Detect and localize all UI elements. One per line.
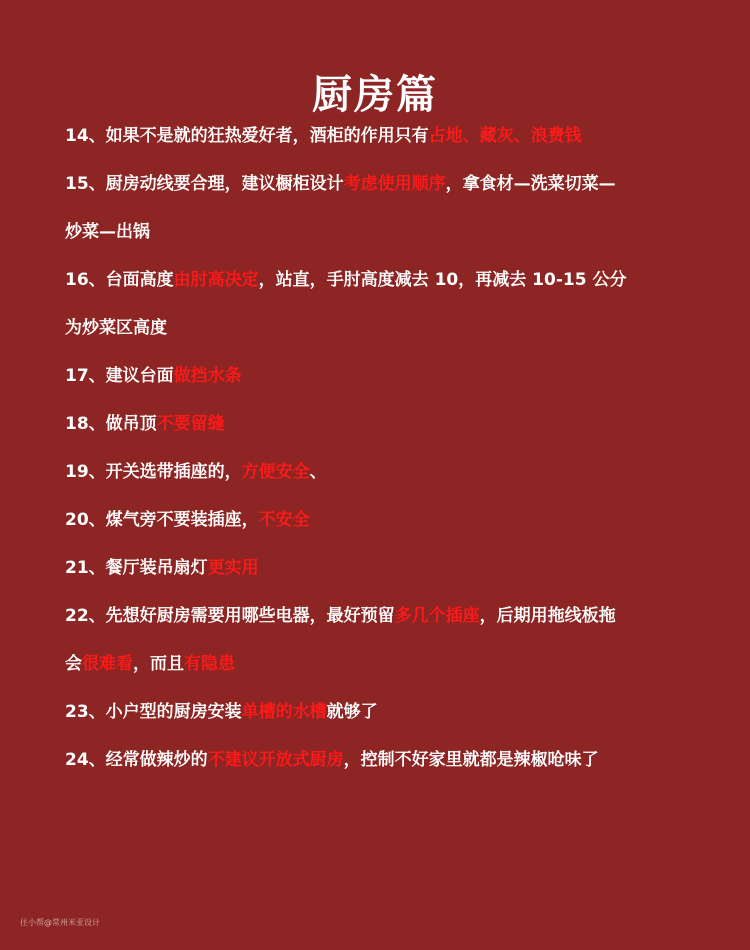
tip-text: 17、建议台面 bbox=[65, 366, 174, 386]
watermark: 住小帮@常州米亚设计 bbox=[20, 918, 100, 927]
tip-line bbox=[65, 688, 685, 736]
tip-text: 24、经常做辣炒的 bbox=[65, 750, 208, 770]
tip-text: 18、做吊顶 bbox=[65, 414, 157, 434]
tip-text: 20、煤气旁不要装插座， bbox=[65, 510, 259, 530]
tip-highlight-text: 方便安全 bbox=[241, 462, 310, 482]
tip-line bbox=[65, 400, 685, 448]
tip-highlight-text: 不安全 bbox=[258, 510, 310, 530]
tip-text: 16、台面高度 bbox=[65, 270, 174, 290]
tip-text: 19、开关选带插座的， bbox=[65, 462, 242, 482]
tip-line bbox=[65, 544, 685, 592]
tip-text: 14、如果不是就的狂热爱好者，酒柜的作用只有 bbox=[65, 126, 429, 146]
tip-highlight-text: 由肘高决定 bbox=[173, 270, 259, 290]
tip-highlight-text: 占地、藏灰、浪费钱 bbox=[428, 126, 582, 146]
tip-highlight-text: 单槽的水槽 bbox=[241, 702, 327, 722]
page-title: 厨房篇 bbox=[312, 70, 438, 118]
tip-line bbox=[65, 640, 685, 688]
tip-text: 就够了 bbox=[326, 702, 378, 722]
tip-text: 会 bbox=[65, 654, 82, 674]
tip-text: 23、小户型的厨房安装 bbox=[65, 702, 242, 722]
tip-line bbox=[65, 448, 685, 496]
tip-highlight-text: 考虑使用顺序 bbox=[343, 174, 446, 194]
tip-highlight-text: 更实用 bbox=[207, 558, 259, 578]
tip-line bbox=[65, 592, 685, 640]
tips-list bbox=[65, 112, 685, 784]
tip-text: ，后期用拖线板拖 bbox=[479, 606, 616, 626]
tip-highlight-text: 很难看 bbox=[82, 654, 133, 674]
tip-line bbox=[65, 256, 685, 304]
tip-text: 15、厨房动线要合理，建议橱柜设计 bbox=[65, 174, 344, 194]
tip-highlight-text: 不要留缝 bbox=[156, 414, 225, 434]
tip-line bbox=[65, 736, 685, 784]
tip-text: ，站直，手肘高度减去 10，再减去 10-15 公分 bbox=[258, 270, 627, 290]
tip-line bbox=[65, 160, 685, 208]
tip-line bbox=[65, 304, 685, 352]
tip-text: ，拿食材—洗菜切菜— bbox=[445, 174, 616, 194]
tip-text: ，而且 bbox=[133, 654, 184, 674]
tip-text: 21、餐厅装吊扇灯 bbox=[65, 558, 208, 578]
tip-line bbox=[65, 352, 685, 400]
tip-highlight-text: 不建议开放式厨房 bbox=[207, 750, 344, 770]
tip-text: 、 bbox=[309, 462, 327, 482]
tip-line bbox=[65, 496, 685, 544]
tip-text: 炒菜—出锅 bbox=[65, 222, 150, 242]
tip-highlight-text: 多几个插座 bbox=[394, 606, 480, 626]
tip-text: 为炒菜区高度 bbox=[65, 318, 167, 338]
tip-text: 22、先想好厨房需要用哪些电器，最好预留 bbox=[65, 606, 395, 626]
tip-text: ，控制不好家里就都是辣椒呛味了 bbox=[343, 750, 599, 770]
tip-highlight-text: 有隐患 bbox=[184, 654, 235, 674]
tip-highlight-text: 做挡水条 bbox=[173, 366, 242, 386]
tip-line bbox=[65, 208, 685, 256]
tip-line bbox=[65, 112, 685, 160]
